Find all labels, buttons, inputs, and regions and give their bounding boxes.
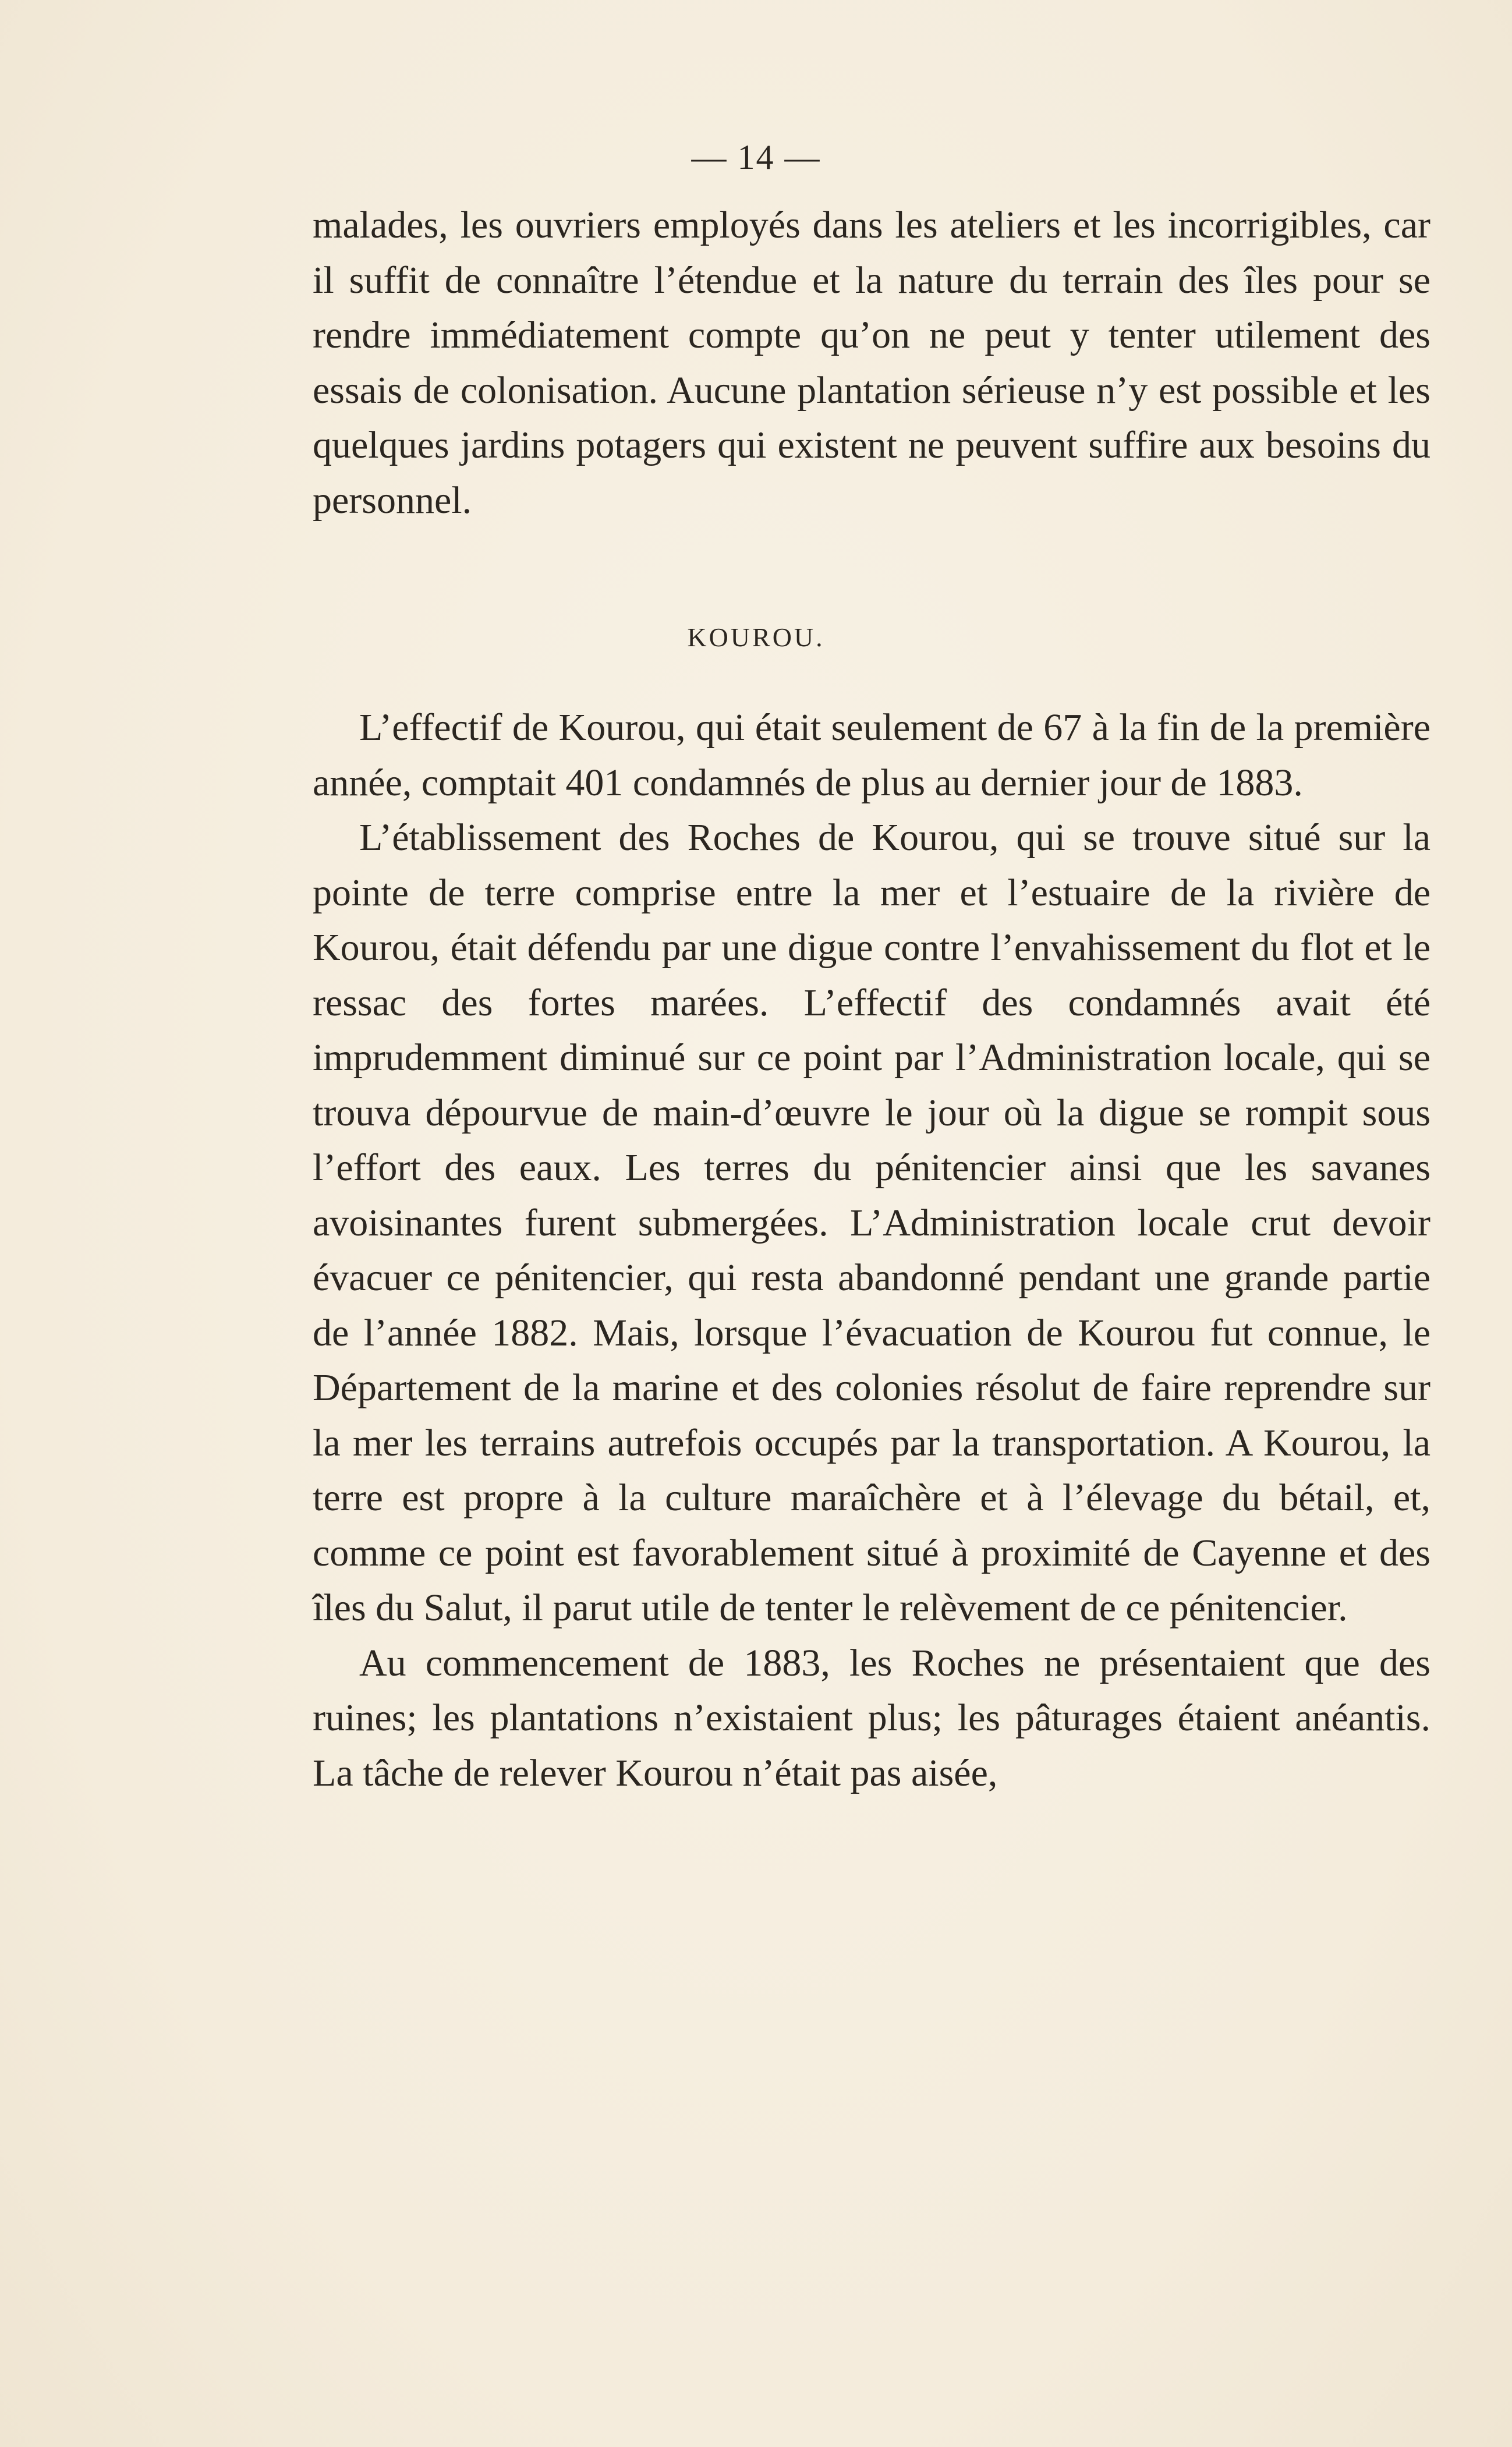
intro-paragraph: malades, les ouvriers employés dans les ateliers et les incorrigibles, car il suffit de connaître l’étendue et la nature du terrain des îles pour se rendre immédiatement compte qu’on ne peut y tenter utilement des essais de colonisation. Aucune plantation sérieuse n’y est possible et les quelques jardins potagers qui existent ne peuvent suffire aux besoins du personnel. — [313, 204, 1430, 522]
section-title-kourou: KOUROU. — [687, 622, 825, 652]
kourou-text-block — [313, 700, 1430, 1801]
intro-text-block — [313, 198, 1430, 528]
paragraph-commencement: Au commencement de 1883, les Roches ne présentaient que des ruines; les plantations n’existaient plus; les pâturages étaient anéantis. La tâche de relever Kourou n’était pas aisée, — [313, 1641, 1430, 1794]
paragraph-effectif: L’effectif de Kourou, qui était seulement de 67 à la fin de la première année, comptait 401 condamnés de plus au dernier jour de 1883. — [313, 706, 1430, 804]
page-number-header: — 14 — — [691, 138, 821, 176]
paragraph-etablissement: L’établissement des Roches de Kourou, qui se trouve situé sur la pointe de terre comprise entre la mer et l’estuaire de la rivière de Kourou, était défendu par une digue contre l’envahissement du flot et le ressac des fortes marées. L’effectif des condamnés avait été imprudemment diminué sur ce point par l’Administration locale, qui se trouva dépourvue de main-d’œuvre le jour où la digue se rompit sous l’effort des eaux. Les terres du pénitencier ainsi que les savanes avoisinantes furent submergées. L’Administration locale crut devoir évacuer ce pénitencier, qui resta abandonné pendant une grande partie de l’année 1882. Mais, lorsque l’évacuation de Kourou fut connue, le Département de la marine et des colonies résolut de faire reprendre sur la mer les terrains autrefois occupés par la transportation. A Kourou, la terre est propre à la culture maraîchère et à l’élevage du bétail, et, comme ce point est favorablement situé à proximité de Cayenne et des îles du Salut, il parut utile de tenter le relèvement de ce pénitencier. — [313, 816, 1430, 1629]
